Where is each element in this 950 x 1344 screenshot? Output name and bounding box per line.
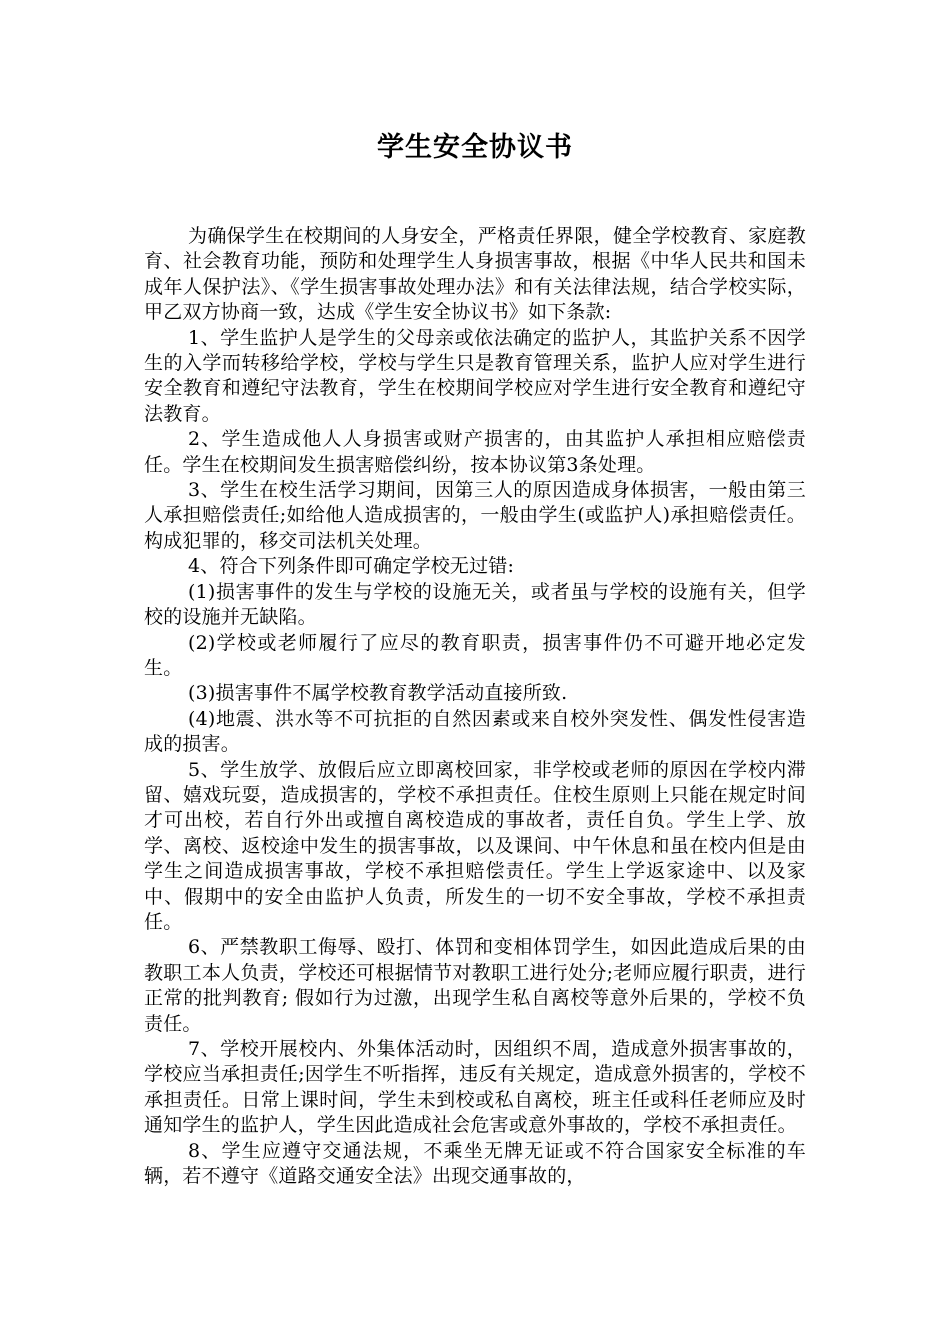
paragraph-clause-4-item-4: (4)地震、洪水等不可抗拒的自然因素或来自校外突发性、偶发性侵害造成的损害。 bbox=[144, 707, 806, 756]
document-title: 学生安全协议书 bbox=[377, 132, 573, 163]
paragraph-clause-6: 6、严禁教职工侮辱、殴打、体罚和变相体罚学生，如因此造成后果的由教职工本人负责，学校还可根据情节对教职工进行处分;老师应履行职责，进行正常的批判教育; 假如行为过激，出现学生私自离校等意外后果的，学校不负责任。 bbox=[144, 936, 806, 1035]
paragraph-clause-5: 5、学生放学、放假后应立即离校回家，非学校或老师的原因在学校内滞留、嬉戏玩耍，造成损害的，学校不承担责任。住校生原则上只能在规定时间才可出校，若自行外出或擅自离校造成的事故者，责任自负。学生上学、放学、离校、返校途中发生的损害事故，以及课间、中午休息和虽在校内但是由学生之间造成损害事故，学校不承担赔偿责任。学生上学返家途中、以及家中、假期中的安全由监护人负责，所发生的一切不安全事故，学校不承担责任。 bbox=[144, 758, 806, 933]
document-body bbox=[144, 224, 806, 1189]
paragraph-clause-2: 2、学生造成他人人身损害或财产损害的，由其监护人承担相应赔偿责任。学生在校期间发生损害赔偿纠纷，按本协议第3条处理。 bbox=[144, 428, 806, 476]
paragraph-clause-8: 8、学生应遵守交通法规，不乘坐无牌无证或不符合国家安全标准的车辆，若不遵守《道路交通安全法》出现交通事故的， bbox=[144, 1139, 806, 1188]
paragraph-clause-1: 1、学生监护人是学生的父母亲或依法确定的监护人，其监护关系不因学生的入学而转移给学校，学校与学生只是教育管理关系，监护人应对学生进行安全教育和遵纪守法教育，学生在校期间学校应对学生进行安全教育和遵纪守法教育。 bbox=[144, 326, 806, 425]
paragraph-clause-4-item-2: (2)学校或老师履行了应尽的教育职责，损害事件仍不可避开地必定发生。 bbox=[144, 631, 806, 679]
paragraph-intro: 为确保学生在校期间的人身安全，严格责任界限，健全学校教育、家庭教育、社会教育功能，预防和处理学生人身损害事故，根据《中华人民共和国未成年人保护法》、《学生损害事故处理办法》和有关法律法规，结合学校实际，甲乙双方协商一致，达成《学生安全协议书》如下条款: bbox=[144, 225, 806, 324]
paragraph-clause-4: 4、符合下列条件即可确定学校无过错: bbox=[188, 555, 515, 578]
paragraph-clause-4-item-3: (3)损害事件不属学校教育教学活动直接所致. bbox=[188, 682, 568, 705]
paragraph-clause-3: 3、学生在校生活学习期间，因第三人的原因造成身体损害，一般由第三人承担赔偿责任;如给他人造成损害的，一般由学生(或监护人)承担赔偿责任。构成犯罪的，移交司法机关处理。 bbox=[144, 479, 806, 552]
paragraph-clause-4-item-1: (1)损害事件的发生与学校的设施无关，或者虽与学校的设施有关，但学校的设施并无缺陷。 bbox=[144, 580, 806, 629]
paragraph-clause-7: 7、学校开展校内、外集体活动时，因组织不周，造成意外损害事故的，学校应当承担责任;因学生不听指挥，违反有关规定，造成意外损害的，学校不承担责任。日常上课时间，学生未到校或私自离校，班主任或科任老师应及时通知学生的监护人，学生因此造成社会危害或意外事故的，学校不承担责任。 bbox=[144, 1038, 806, 1137]
